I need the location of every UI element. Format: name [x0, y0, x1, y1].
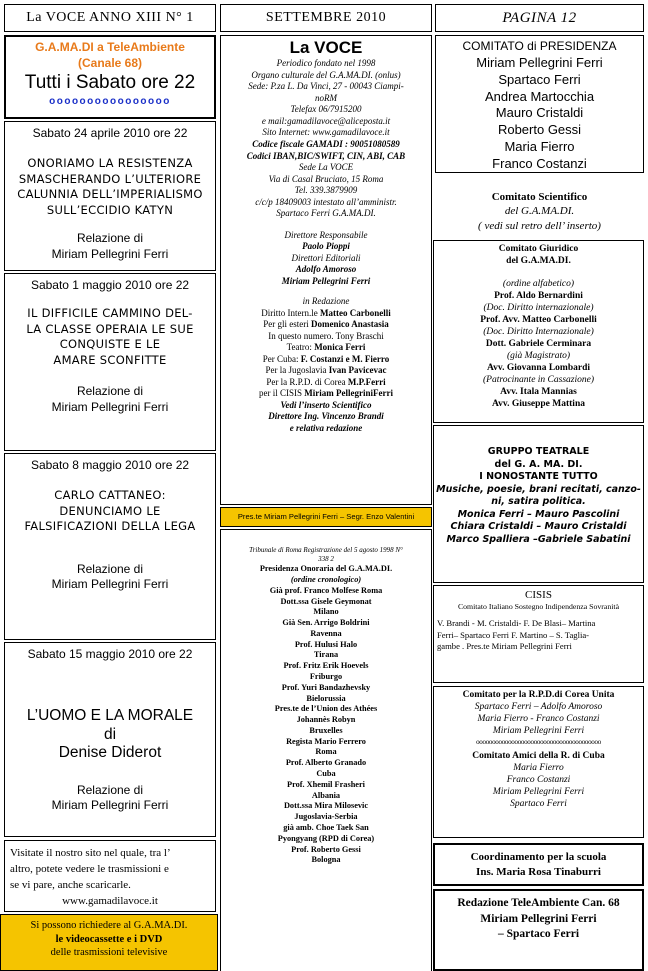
talk-relazione: Relazione di Miriam Pellegrini Ferri [51, 782, 169, 813]
cisis-subtitle: Comitato Italiano Sostegno Indipendenza Sovranità [457, 602, 620, 612]
talk-3 [4, 453, 216, 640]
coordinamento-box: Coordinamento per la scuola Ins. Maria Rosa Tinaburri [433, 843, 644, 886]
presidente-bar: Pres.te Miriam Pellegrini Ferri – Segr. Enzo Valentini [220, 507, 432, 527]
website-link[interactable]: www.gamadilavoce.it [62, 894, 158, 907]
talk-relazione: Relazione di Miriam Pellegrini Ferri [51, 384, 169, 414]
talk-title: IL DIFFICILE CAMMINO DEL- LA CLASSE OPERAIA LE SUE CONQUISTE E LE AMARE SCONFITTE [26, 306, 194, 367]
cisis-box [433, 585, 644, 683]
comitato-giuridico: Comitato Giuridico del G.A.MA.DI. (ordine alfabetico) Prof. Aldo Bernardini (Doc. Diritto internazionale) Prof. Avv. Matteo Carbonelli (Doc. Diritto Internazionale) Dott. Gabriele Cerminara (già Magistrato) Avv. Giovanna Lombardi (Patrocinante in Cassazione) Avv. Itala Mannias Avv. Giuseppe Mattina [433, 240, 644, 423]
redazione: in Redazione Diritto Intern.le Matteo Carbonelli Per gli esteri Domenico Anastasia In questo numero. Tony Braschi Teatro: Monica Ferri Per Cuba: F. Costanzi e M. Fierro Per la Jugoslavia Ivan Pavicevac Per la R.P.D. di Corea M.P.Ferri per il CISIS Miriam PellegriniFerri Vedi l’inserto Scientifico Direttore Ing. Vincenzo Brandi e relativa redazione [259, 296, 393, 433]
header-left-text: La VOCE ANNO XIII N° 1 [26, 10, 194, 25]
cisis-title: CISIS [525, 589, 552, 601]
promo-title: Tutti i Sabato ore 22 [24, 72, 196, 94]
talk-4 [4, 642, 216, 837]
masthead-info: Periodico fondato nel 1998 Organo culturale del G.A.MA.DI. (onlus) Sede: P.za L. Da Vinci, 27 - 00043 Ciampi- noRM Telefax 06/7915200 e mail:gamadilavoce@aliceposta.it Sito Internet: www.gamadilavoce.it Codice fiscale GAMADI : 90051080589 Codici IBAN,BIC/SWIFT, CIN, ABI, CAB Sede La VOCE Via di Casal Bruciato, 15 Roma Tel. 339.3879909 c/c/p 18409003 intestato all’amministr. Spartaco Ferri G.A.MA.DI. [246, 58, 406, 219]
talk-date: Sabato 8 maggio 2010 ore 22 [30, 458, 190, 472]
comitato-scientifico: Comitato Scientifico del G.A.MA.DI. ( vedi sul retro dell’ inserto) [478, 191, 601, 232]
talk-date: Sabato 1 maggio 2010 ore 22 [30, 278, 190, 292]
talk-title: L’UOMO E LA MORALE di Denise Diderot [26, 707, 194, 762]
redazione-tv-box: Redazione TeleAmbiente Can. 68 Miriam Pellegrini Ferri – Spartaco Ferri [433, 889, 644, 971]
promo-box [4, 35, 216, 119]
comitato-presidenza [435, 35, 644, 173]
tribunale-box [220, 529, 432, 971]
masthead-title: La VOCE [289, 38, 363, 57]
request-box: Si possono richiedere al G.A.MA.DI. le videocassette e i DVD delle trasmissioni televisive [0, 914, 218, 971]
header-right-text: PAGINA 12 [502, 9, 577, 26]
visit-box: Visitate il nostro sito nel quale, tra l’ altro, potete vedere le trasmissioni e se vi pare, anche scaricarle. www.gamadilavoce.it [4, 840, 216, 912]
talk-title: ONORIAMO LA RESISTENZA SMASCHERANDO L’ULTERIORE CALUNNIA DELL’IMPERIALISMO SULL’ECCIDIO KATYN [17, 156, 203, 217]
talk-date: Sabato 24 aprile 2010 ore 22 [32, 126, 188, 140]
header-center [220, 4, 432, 32]
promo-line1: G.A.MA.DI a TeleAmbiente [35, 40, 185, 54]
header-center-text: SETTEMBRE 2010 [265, 10, 387, 25]
promo-line2: (Canale 68) [77, 55, 143, 70]
header-right [435, 4, 644, 32]
talk-title: CARLO CATTANEO: DENUNCIAMO LE FALSIFICAZIONI DELLA LEGA [24, 488, 196, 534]
direttori: Direttore Responsabile Paolo Pioppi Direttori Editoriali Adolfo Amoroso Miriam Pellegrini Ferri [281, 229, 371, 286]
talk-date: Sabato 15 maggio 2010 ore 22 [27, 647, 193, 661]
masthead-box [220, 35, 432, 505]
talk-2 [4, 273, 216, 451]
talk-1 [4, 121, 216, 271]
header-left [4, 4, 216, 32]
comitato-presidenza-members: Miriam Pellegrini Ferri Spartaco Ferri Andrea Martocchia Mauro Cristaldi Roberto Gessi Maria Fierro Franco Costanzi [476, 54, 603, 172]
promo-dots: oooooooooooooooo [49, 95, 171, 107]
talk-relazione: Relazione di Miriam Pellegrini Ferri [51, 561, 169, 592]
talk-relazione: Relazione di Miriam Pellegrini Ferri [51, 231, 169, 261]
comitato-presidenza-title: COMITATO di PRESIDENZA [462, 39, 617, 53]
presidenza-onoraria: Tribunale di Roma Registrazione del 5 agosto 1998 N° 338 2 Presidenza Onoraria del G.A.MA.DI. (ordine cronologico) Già prof. Franco Molfese Roma Dott.ssa Gisele Geymonat Milano Già Sen. Arrigo Boldrini Ravenna Prof. Hulusi Halo Tirana Prof. Fritz Erik Hoevels Friburgo Prof. Yuri Bandazhevsky Bielorussia Pres.te de l’Union des Athées Johannès Robyn Bruxelles Regista Mario Ferrero Roma Prof. Alberto Granado Cuba Prof. Xhemil Frasheri Albania Dott.ssa Mira Milosevic Jugoslavia-Serbia già amb. Choe Taek San Pyongyang (RPD di Corea) Prof. Roberto Gessi Bologna [249, 546, 403, 865]
gruppo-teatrale: GRUPPO TEATRALE del G. A. MA. DI. I NONOSTANTE TUTTO Musiche, poesie, brani recitati, canzo- ni, satira politica. Monica Ferri – Mauro Pascolini Chiara Cristaldi – Mauro Cristaldi Marco Spalliera –Gabriele Sabatini [433, 425, 644, 583]
dotted-divider: ooooooooooooooooooooooooooooooooooooooo [476, 737, 601, 746]
corea-cuba-box: Comitato per la R.P.D.di Corea Unita Spartaco Ferri – Adolfo Amoroso Maria Fierro - Franco Costanzi Miriam Pellegrini Ferri ooooooooooooooooooooooooooooooooooooooo Comitato Amici della R. di Cuba Maria Fierro Franco Costanzi Miriam Pellegrini Ferri Spartaco Ferri [433, 686, 644, 838]
cisis-members: V. Brandi - M. Cristaldi- F. De Blasi– Martina Ferri– Spartaco Ferri F. Martino – S. Taglia- gambe . Pres.te Miriam Pellegrini Ferri [437, 618, 596, 651]
